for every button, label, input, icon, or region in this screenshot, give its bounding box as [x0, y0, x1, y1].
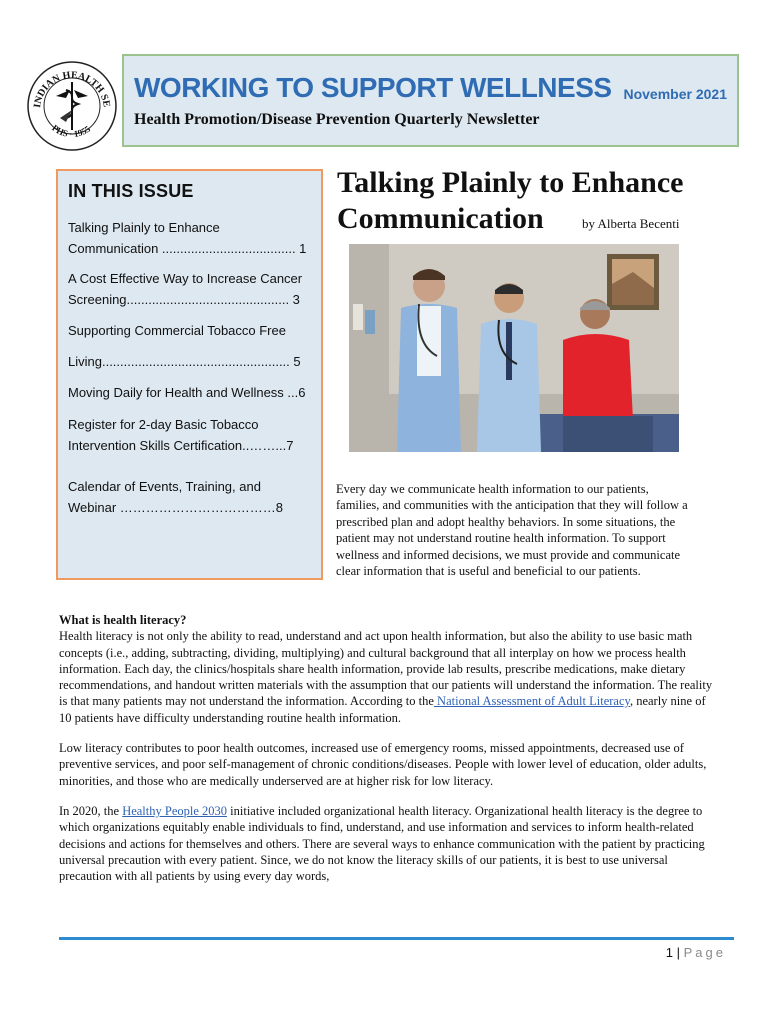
paragraph-text: In 2020, the: [59, 803, 123, 818]
article-byline: by Alberta Becenti: [582, 216, 680, 231]
body-paragraph: [59, 803, 713, 884]
svg-text:INDIAN HEALTH SERVICE: INDIAN HEALTH SE: [32, 69, 112, 109]
toc-entry-line[interactable]: A Cost Effective Way to Increase Cancer: [68, 271, 303, 286]
toc-entry-line[interactable]: Register for 2-day Basic Tobacco: [68, 417, 259, 432]
paragraph-text: , nearly nine of 10 patients have difficulty understanding routine health information.: [59, 694, 706, 725]
footer-divider: [59, 937, 734, 940]
footer-separator: |: [673, 945, 684, 960]
newsletter-header-banner: [122, 54, 739, 147]
toc-entry-line[interactable]: Moving Daily for Health and Wellness ...6: [68, 385, 306, 400]
article-title-line: Talking Plainly to Enhance: [337, 166, 684, 199]
in-this-issue-box: [56, 169, 323, 580]
paragraph-text: initiative included organizational health literacy. Organizational health literacy is the degree to which organizations equitably enable individuals to find, understand, and use information and services to inform health-related decisions and actions for themselves and others. There are several ways to enhance communication with the patient by practicing universal precaution with every patient. Since, we do not know the literacy skills of our patients, it is best to use universal precaution with all patients by using every day words,: [59, 803, 705, 884]
toc-entry-line[interactable]: Calendar of Events, Training, and: [68, 479, 261, 494]
toc-entry-line[interactable]: Communication ..................................... 1: [68, 241, 307, 256]
naal-link[interactable]: National Assessment of Adult Literacy: [433, 694, 630, 709]
clinic-consultation-photo: [349, 244, 679, 452]
newsletter-subtitle: Health Promotion/Disease Prevention Quarterly Newsletter: [134, 111, 540, 128]
issue-date: November 2021: [623, 86, 727, 102]
svg-text:PHS · 1955: PHS · 1955: [50, 122, 93, 140]
paragraph-text: Health literacy is not only the ability to read, understand and act upon health information, but also the ability to use basic math concepts (i.e., adding, subtracting, dividing, multiplying) and cultural background that all interplay on how we process health information. Each day, the clinics/hospitals share health information, provide lab results, prescribe medications, make dietary recommendations, and handout written materials with the assumption that our patients will understand the information. The reality is that many patients may not understand the information. According to the: [59, 629, 713, 709]
body-paragraph: Low literacy contributes to poor health outcomes, increased use of emergency rooms, missed appointments, decreased use of preventive services, and poor self-management of chronic conditions/diseases. People with lower level of education, older adults, minorities, and those who are medically underserved are at higher risk for low literacy.: [59, 741, 707, 788]
article-intro-paragraph: Every day we communicate health information to our patients, families, and communities with the anticipation that they will follow a prescribed plan and adopt healthy behaviors. In some situations, the patient may not understand routine health information. To support wellness and informed decisions, we must provide and communicate clear information that is useful and beneficial to our patients.: [336, 482, 688, 579]
healthy-people-2030-link[interactable]: Healthy People 2030: [122, 803, 228, 818]
toc-entry-line[interactable]: Supporting Commercial Tobacco Free: [68, 323, 286, 338]
page-label: Page: [683, 945, 726, 960]
toc-entry-line[interactable]: Living.................................................... 5: [68, 354, 301, 369]
ihs-seal-logo: [26, 60, 118, 152]
toc-heading: IN THIS ISSUE: [68, 181, 194, 201]
toc-entry-line[interactable]: Talking Plainly to Enhance: [68, 220, 220, 235]
article-body: [59, 612, 713, 884]
body-paragraph: [59, 628, 713, 726]
newsletter-title: WORKING TO SUPPORT WELLNESS: [134, 72, 612, 103]
toc-entry-line[interactable]: Screening............................................. 3: [68, 292, 300, 307]
toc-entry-line[interactable]: Webinar ………………………………8: [68, 500, 284, 515]
section-heading: What is health literacy?: [59, 613, 187, 627]
toc-entry-line[interactable]: Intervention Skills Certification..……...7: [68, 438, 294, 453]
page-footer: [666, 945, 726, 960]
page-number: 1: [665, 945, 674, 960]
article-title-line: Communication: [337, 202, 544, 235]
